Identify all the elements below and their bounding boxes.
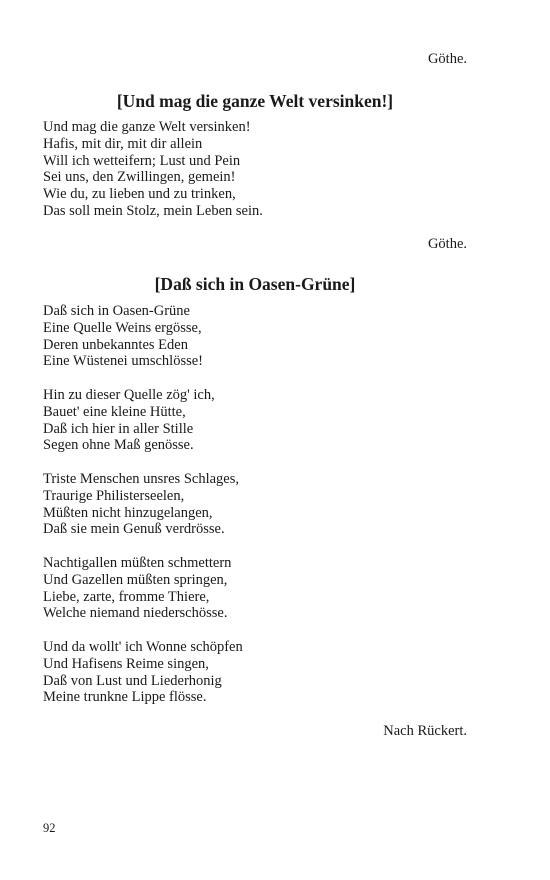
poem2-stanza-5: [43, 639, 243, 706]
page-number: 92: [43, 821, 56, 835]
poem2-attribution: Nach Rückert.: [383, 723, 467, 739]
verse-line: Eine Wüstenei umschlösse!: [43, 353, 204, 370]
verse-line: Welche niemand niederschösse.: [43, 605, 228, 622]
verse-line: Und da wollt' ich Wonne schöpfen: [43, 639, 243, 655]
verse-line: Und Hafisens Reime singen,: [43, 655, 209, 672]
verse-line: Nachtigallen müßten schmettern: [43, 555, 232, 571]
verse-line: Daß ich hier in aller Stille: [43, 420, 194, 437]
verse-line: Hafis, mit dir, mit dir allein: [43, 135, 203, 152]
verse-line: Will ich wetteifern; Lust und Pein: [43, 152, 241, 169]
poem1-stanza: [43, 119, 263, 220]
poem2-stanza-3: [43, 471, 239, 538]
poem1-attribution: Göthe.: [427, 236, 467, 252]
top-attribution: Göthe.: [427, 51, 467, 67]
poem2-title: [Daß sich in Oasen-Grüne]: [154, 274, 356, 294]
verse-line: Wie du, zu lieben und zu trinken,: [43, 186, 236, 203]
verse-line: Daß sich in Oasen-Grüne: [43, 303, 190, 319]
poem2-stanza-2: [43, 387, 215, 454]
verse-line: Hin zu dieser Quelle zög' ich,: [43, 387, 215, 403]
verse-line: Eine Quelle Weins ergösse,: [43, 319, 202, 336]
verse-line: Und mag die ganze Welt versinken!: [43, 119, 251, 135]
poem2-stanza-4: [43, 555, 231, 622]
verse-line: Müßten nicht hinzugelangen,: [43, 504, 213, 521]
verse-line: Traurige Philisterseelen,: [43, 487, 185, 504]
verse-line: Das soll mein Stolz, mein Leben sein.: [43, 202, 263, 219]
poem1-title: [Und mag die ganze Welt versinken!]: [116, 91, 394, 111]
poem2-stanza-1: [43, 303, 203, 370]
verse-line: Segen ohne Maß genösse.: [43, 437, 194, 454]
verse-line: Bauet' eine kleine Hütte,: [43, 403, 186, 420]
verse-line: Daß sie mein Genuß verdrösse.: [43, 521, 225, 538]
verse-line: Liebe, zarte, fromme Thiere,: [43, 588, 210, 605]
verse-line: Daß von Lust und Liederhonig: [43, 672, 222, 689]
verse-line: Und Gazellen müßten springen,: [43, 571, 228, 588]
verse-line: Meine trunkne Lippe flösse.: [43, 689, 207, 706]
verse-line: Deren unbekanntes Eden: [43, 336, 188, 353]
verse-line: Sei uns, den Zwillingen, gemein!: [43, 169, 236, 186]
verse-line: Triste Menschen unsres Schlages,: [43, 471, 239, 487]
